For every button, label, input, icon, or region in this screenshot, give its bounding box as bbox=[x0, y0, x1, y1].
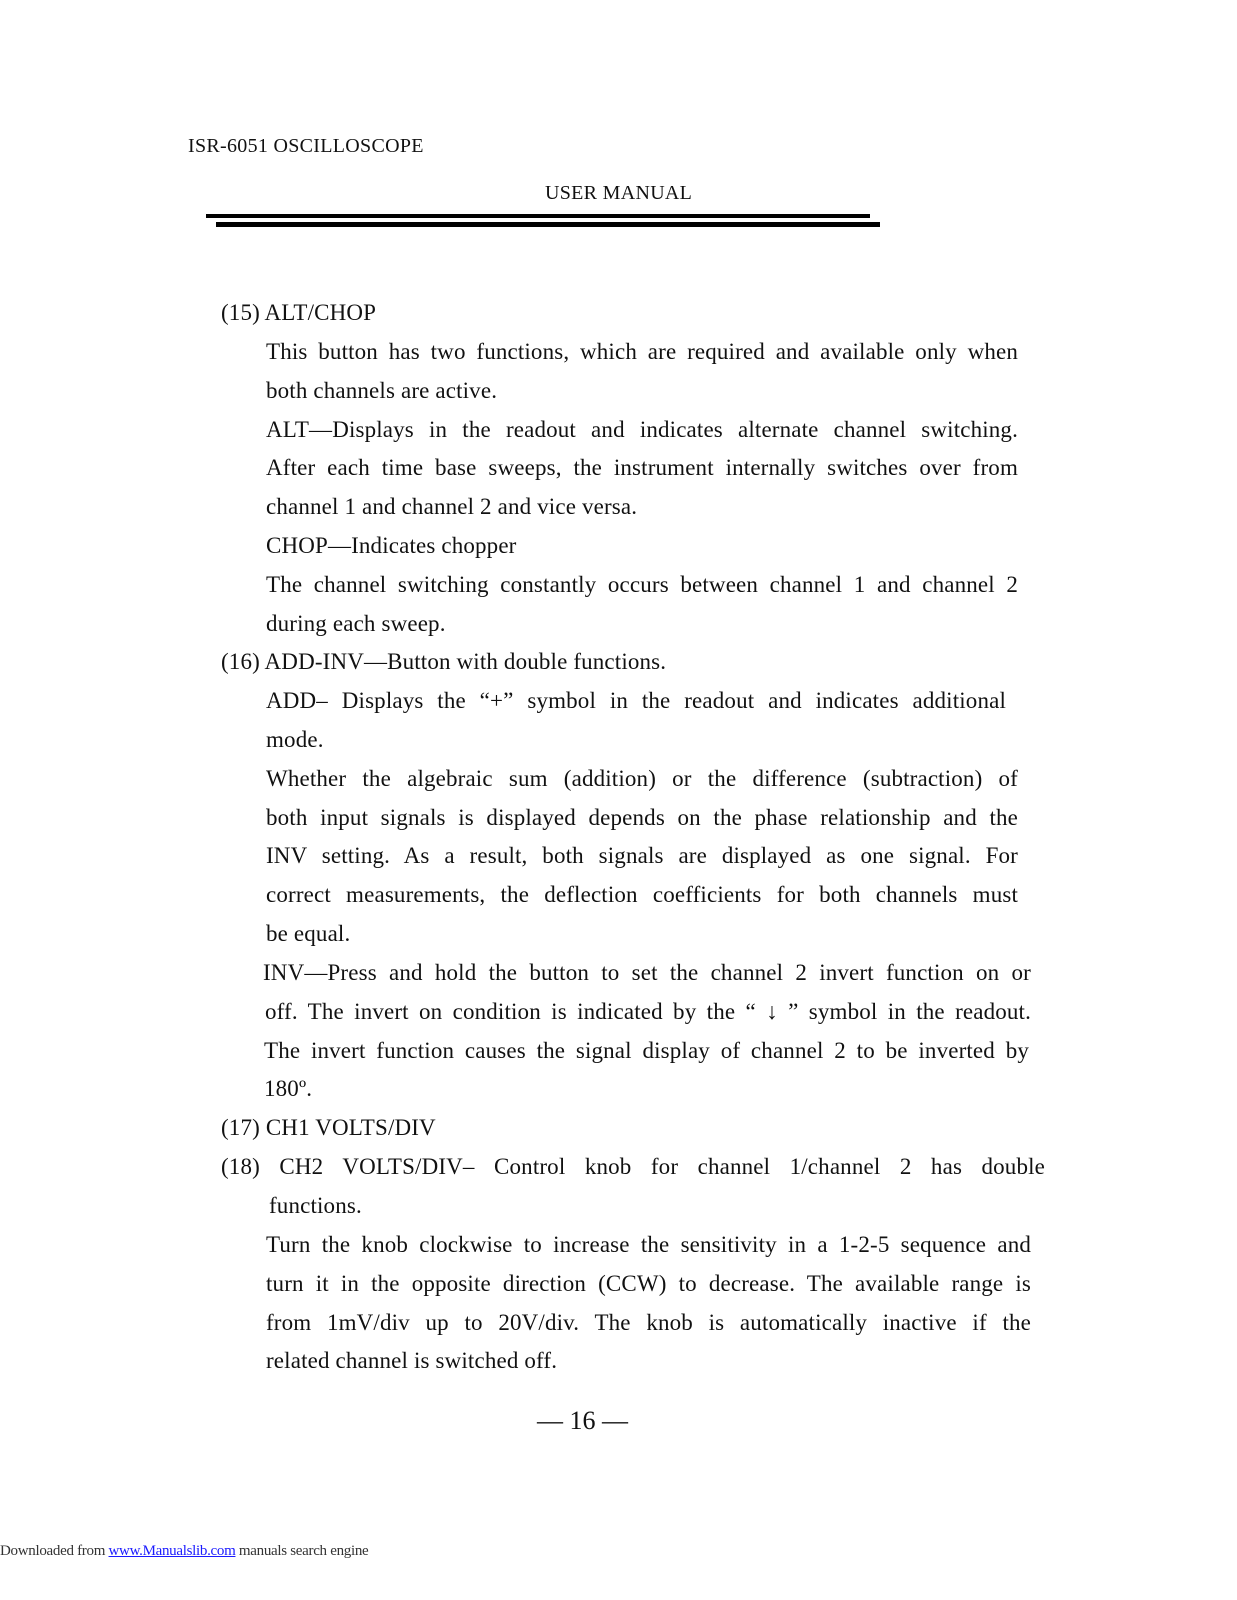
document-title: ISR-6051 OSCILLOSCOPE bbox=[188, 135, 424, 157]
text-line: The invert function causes the signal display of channel 2 to be inverted by bbox=[264, 1038, 1029, 1063]
text-line: mode. bbox=[266, 727, 324, 752]
text-line: INV—Press and hold the button to set the channel 2 invert function on or bbox=[263, 960, 1031, 985]
text-line: during each sweep. bbox=[266, 611, 446, 636]
text-line: from 1mV/div up to 20V/div. The knob is automatically inactive if the bbox=[266, 1310, 1031, 1335]
text-line: turn it in the opposite direction (CCW) to decrease. The available range is bbox=[266, 1271, 1031, 1296]
footer-suffix: manuals search engine bbox=[235, 1543, 369, 1559]
section-heading-15: (15) ALT/CHOP bbox=[221, 300, 377, 325]
header-rule-top bbox=[206, 214, 870, 218]
document-subtitle: USER MANUAL bbox=[545, 182, 693, 204]
section-heading-18: (18) CH2 VOLTS/DIV– Control knob for channel 1/channel 2 has double bbox=[221, 1154, 1045, 1179]
text-line: both channels are active. bbox=[266, 378, 498, 403]
download-footer bbox=[0, 1543, 368, 1560]
text-line: Turn the knob clockwise to increase the sensitivity in a 1-2-5 sequence and bbox=[266, 1232, 1031, 1257]
text-line: ADD– Displays the “+” symbol in the readout and indicates additional bbox=[266, 688, 1006, 713]
text-line: functions. bbox=[269, 1193, 362, 1218]
text-line: off. The invert on condition is indicated by the “ ↓ ” symbol in the readout. bbox=[265, 999, 1031, 1024]
text-line: The channel switching constantly occurs between channel 1 and channel 2 bbox=[266, 572, 1018, 597]
text-line: INV setting. As a result, both signals are displayed as one signal. For bbox=[266, 843, 1018, 868]
text-line: related channel is switched off. bbox=[266, 1348, 558, 1373]
text-line: 180º. bbox=[264, 1076, 313, 1101]
section-heading-17: (17) CH1 VOLTS/DIV bbox=[221, 1115, 436, 1140]
text-line: Whether the algebraic sum (addition) or the difference (subtraction) of bbox=[266, 766, 1018, 791]
text-line: This button has two functions, which are required and available only when bbox=[266, 339, 1018, 364]
section-heading-16: (16) ADD-INV—Button with double functions. bbox=[221, 649, 667, 674]
text-line: CHOP—Indicates chopper bbox=[266, 533, 517, 558]
page-number: — 16 — bbox=[537, 1406, 628, 1435]
text-line: correct measurements, the deflection coefficients for both channels must bbox=[266, 882, 1018, 907]
header-rule-bottom bbox=[216, 222, 880, 227]
text-line: both input signals is displayed depends on the phase relationship and the bbox=[266, 805, 1018, 830]
text-line: ALT—Displays in the readout and indicates alternate channel switching. bbox=[266, 417, 1018, 442]
text-line: be equal. bbox=[266, 921, 351, 946]
text-line: channel 1 and channel 2 and vice versa. bbox=[266, 494, 638, 519]
text-line: After each time base sweeps, the instrument internally switches over from bbox=[266, 455, 1018, 480]
manualslib-link[interactable]: www.Manualslib.com bbox=[108, 1543, 236, 1559]
footer-prefix: Downloaded from bbox=[0, 1543, 109, 1559]
